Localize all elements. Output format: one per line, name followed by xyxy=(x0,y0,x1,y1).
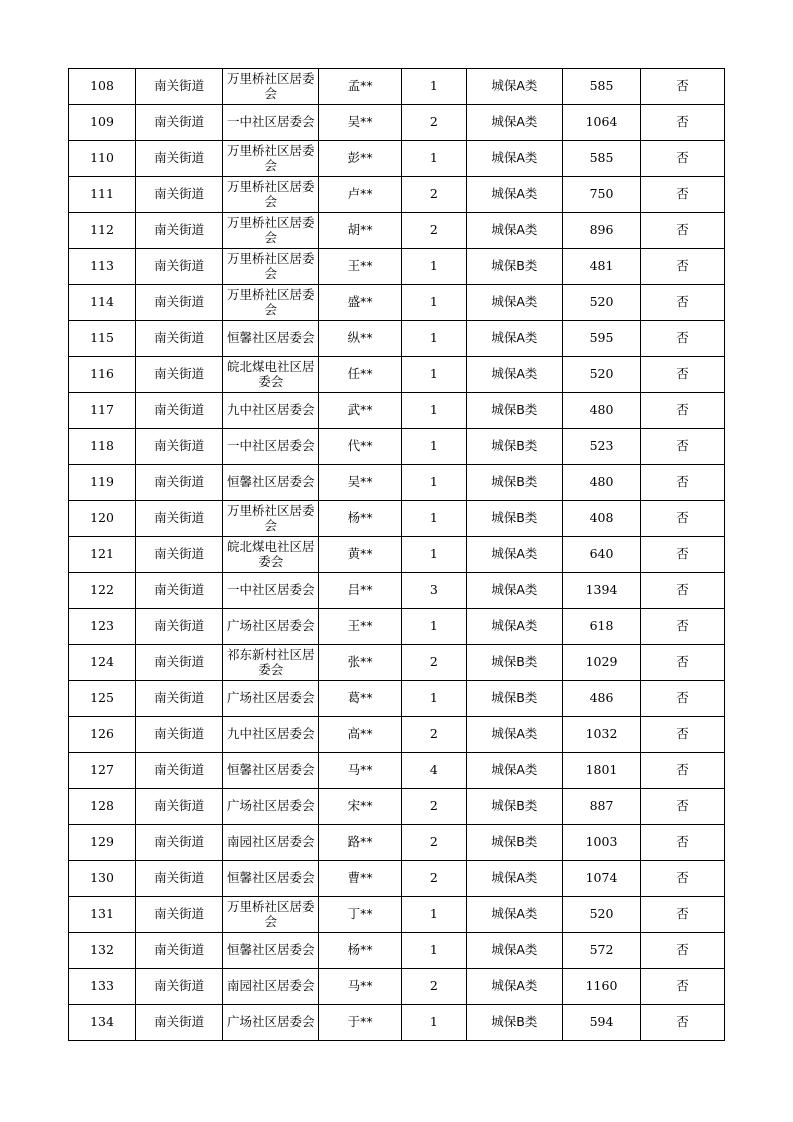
cell-street: 南关街道 xyxy=(136,357,223,393)
cell-person-count: 2 xyxy=(401,645,466,681)
cell-category: 城保A类 xyxy=(466,717,562,753)
cell-serial-number: 113 xyxy=(69,249,136,285)
cell-flag: 否 xyxy=(641,465,725,501)
cell-name: 马** xyxy=(319,753,402,789)
cell-amount: 481 xyxy=(562,249,640,285)
cell-person-count: 1 xyxy=(401,897,466,933)
cell-serial-number: 129 xyxy=(69,825,136,861)
cell-amount: 486 xyxy=(562,681,640,717)
cell-amount: 887 xyxy=(562,789,640,825)
cell-amount: 1064 xyxy=(562,105,640,141)
table-row xyxy=(69,753,725,789)
cell-community: 皖北煤电社区居委会 xyxy=(223,537,319,573)
cell-community: 恒馨社区居委会 xyxy=(223,465,319,501)
table-row xyxy=(69,285,725,321)
cell-person-count: 1 xyxy=(401,933,466,969)
cell-category: 城保B类 xyxy=(466,645,562,681)
table-row xyxy=(69,249,725,285)
cell-category: 城保B类 xyxy=(466,501,562,537)
cell-flag: 否 xyxy=(641,537,725,573)
cell-serial-number: 130 xyxy=(69,861,136,897)
cell-name: 吴** xyxy=(319,105,402,141)
cell-category: 城保A类 xyxy=(466,105,562,141)
cell-street: 南关街道 xyxy=(136,69,223,105)
cell-street: 南关街道 xyxy=(136,897,223,933)
cell-amount: 480 xyxy=(562,393,640,429)
cell-name: 卢** xyxy=(319,177,402,213)
cell-street: 南关街道 xyxy=(136,753,223,789)
cell-amount: 585 xyxy=(562,69,640,105)
cell-category: 城保A类 xyxy=(466,573,562,609)
cell-serial-number: 131 xyxy=(69,897,136,933)
cell-community: 万里桥社区居委会 xyxy=(223,141,319,177)
cell-street: 南关街道 xyxy=(136,1005,223,1041)
cell-serial-number: 114 xyxy=(69,285,136,321)
cell-category: 城保A类 xyxy=(466,177,562,213)
cell-amount: 523 xyxy=(562,429,640,465)
cell-flag: 否 xyxy=(641,861,725,897)
cell-serial-number: 133 xyxy=(69,969,136,1005)
cell-flag: 否 xyxy=(641,177,725,213)
cell-street: 南关街道 xyxy=(136,141,223,177)
cell-person-count: 1 xyxy=(401,69,466,105)
cell-flag: 否 xyxy=(641,1005,725,1041)
cell-community: 万里桥社区居委会 xyxy=(223,501,319,537)
cell-person-count: 1 xyxy=(401,141,466,177)
cell-name: 任** xyxy=(319,357,402,393)
cell-flag: 否 xyxy=(641,825,725,861)
cell-name: 胡** xyxy=(319,213,402,249)
cell-name: 王** xyxy=(319,609,402,645)
cell-person-count: 2 xyxy=(401,177,466,213)
cell-serial-number: 124 xyxy=(69,645,136,681)
cell-flag: 否 xyxy=(641,645,725,681)
cell-serial-number: 128 xyxy=(69,789,136,825)
cell-name: 于** xyxy=(319,1005,402,1041)
cell-flag: 否 xyxy=(641,933,725,969)
cell-community: 皖北煤电社区居委会 xyxy=(223,357,319,393)
cell-community: 万里桥社区居委会 xyxy=(223,69,319,105)
cell-category: 城保A类 xyxy=(466,537,562,573)
cell-category: 城保A类 xyxy=(466,969,562,1005)
table-row xyxy=(69,141,725,177)
cell-category: 城保B类 xyxy=(466,1005,562,1041)
cell-name: 纵** xyxy=(319,321,402,357)
cell-flag: 否 xyxy=(641,249,725,285)
cell-person-count: 1 xyxy=(401,285,466,321)
cell-name: 代** xyxy=(319,429,402,465)
cell-person-count: 2 xyxy=(401,717,466,753)
cell-serial-number: 110 xyxy=(69,141,136,177)
beneficiary-table xyxy=(68,68,725,1041)
table-row xyxy=(69,501,725,537)
cell-flag: 否 xyxy=(641,141,725,177)
cell-name: 丁** xyxy=(319,897,402,933)
cell-person-count: 2 xyxy=(401,213,466,249)
cell-amount: 1801 xyxy=(562,753,640,789)
cell-amount: 1074 xyxy=(562,861,640,897)
cell-category: 城保B类 xyxy=(466,465,562,501)
cell-category: 城保A类 xyxy=(466,69,562,105)
cell-community: 广场社区居委会 xyxy=(223,681,319,717)
cell-flag: 否 xyxy=(641,285,725,321)
cell-name: 宋** xyxy=(319,789,402,825)
cell-category: 城保A类 xyxy=(466,861,562,897)
cell-street: 南关街道 xyxy=(136,249,223,285)
cell-serial-number: 118 xyxy=(69,429,136,465)
cell-street: 南关街道 xyxy=(136,861,223,897)
cell-street: 南关街道 xyxy=(136,969,223,1005)
cell-flag: 否 xyxy=(641,69,725,105)
cell-person-count: 1 xyxy=(401,357,466,393)
cell-street: 南关街道 xyxy=(136,609,223,645)
cell-serial-number: 123 xyxy=(69,609,136,645)
cell-street: 南关街道 xyxy=(136,321,223,357)
table-row xyxy=(69,717,725,753)
cell-name: 彭** xyxy=(319,141,402,177)
cell-community: 九中社区居委会 xyxy=(223,393,319,429)
cell-name: 马** xyxy=(319,969,402,1005)
table-row xyxy=(69,465,725,501)
cell-serial-number: 109 xyxy=(69,105,136,141)
cell-name: 葛** xyxy=(319,681,402,717)
cell-person-count: 4 xyxy=(401,753,466,789)
cell-amount: 520 xyxy=(562,357,640,393)
table-row xyxy=(69,789,725,825)
cell-community: 恒馨社区居委会 xyxy=(223,933,319,969)
cell-serial-number: 112 xyxy=(69,213,136,249)
cell-street: 南关街道 xyxy=(136,681,223,717)
cell-serial-number: 121 xyxy=(69,537,136,573)
cell-amount: 1394 xyxy=(562,573,640,609)
cell-street: 南关街道 xyxy=(136,573,223,609)
cell-flag: 否 xyxy=(641,789,725,825)
cell-street: 南关街道 xyxy=(136,285,223,321)
cell-street: 南关街道 xyxy=(136,105,223,141)
cell-category: 城保A类 xyxy=(466,897,562,933)
cell-serial-number: 120 xyxy=(69,501,136,537)
cell-flag: 否 xyxy=(641,501,725,537)
cell-community: 万里桥社区居委会 xyxy=(223,897,319,933)
cell-flag: 否 xyxy=(641,609,725,645)
cell-person-count: 1 xyxy=(401,1005,466,1041)
cell-street: 南关街道 xyxy=(136,429,223,465)
cell-community: 恒馨社区居委会 xyxy=(223,861,319,897)
cell-community: 南园社区居委会 xyxy=(223,969,319,1005)
cell-name: 张** xyxy=(319,645,402,681)
cell-person-count: 2 xyxy=(401,969,466,1005)
cell-flag: 否 xyxy=(641,897,725,933)
cell-serial-number: 122 xyxy=(69,573,136,609)
cell-amount: 480 xyxy=(562,465,640,501)
cell-category: 城保A类 xyxy=(466,753,562,789)
cell-serial-number: 127 xyxy=(69,753,136,789)
cell-community: 一中社区居委会 xyxy=(223,105,319,141)
cell-street: 南关街道 xyxy=(136,393,223,429)
cell-category: 城保B类 xyxy=(466,429,562,465)
cell-street: 南关街道 xyxy=(136,825,223,861)
cell-community: 万里桥社区居委会 xyxy=(223,177,319,213)
cell-community: 一中社区居委会 xyxy=(223,573,319,609)
cell-street: 南关街道 xyxy=(136,213,223,249)
cell-person-count: 1 xyxy=(401,393,466,429)
cell-category: 城保A类 xyxy=(466,213,562,249)
cell-name: 杨** xyxy=(319,933,402,969)
cell-community: 广场社区居委会 xyxy=(223,609,319,645)
cell-community: 万里桥社区居委会 xyxy=(223,285,319,321)
cell-flag: 否 xyxy=(641,357,725,393)
cell-community: 广场社区居委会 xyxy=(223,1005,319,1041)
cell-serial-number: 134 xyxy=(69,1005,136,1041)
table-row xyxy=(69,933,725,969)
cell-flag: 否 xyxy=(641,429,725,465)
table-row xyxy=(69,429,725,465)
cell-person-count: 1 xyxy=(401,249,466,285)
cell-community: 一中社区居委会 xyxy=(223,429,319,465)
cell-serial-number: 119 xyxy=(69,465,136,501)
cell-name: 武** xyxy=(319,393,402,429)
cell-name: 盛** xyxy=(319,285,402,321)
table-row xyxy=(69,609,725,645)
cell-name: 路** xyxy=(319,825,402,861)
cell-flag: 否 xyxy=(641,213,725,249)
table-row xyxy=(69,969,725,1005)
cell-street: 南关街道 xyxy=(136,537,223,573)
cell-community: 恒馨社区居委会 xyxy=(223,321,319,357)
table-row xyxy=(69,825,725,861)
table-row xyxy=(69,573,725,609)
cell-amount: 1160 xyxy=(562,969,640,1005)
cell-category: 城保A类 xyxy=(466,141,562,177)
cell-person-count: 2 xyxy=(401,861,466,897)
cell-category: 城保B类 xyxy=(466,393,562,429)
cell-amount: 594 xyxy=(562,1005,640,1041)
table-row xyxy=(69,537,725,573)
cell-name: 吕** xyxy=(319,573,402,609)
cell-amount: 572 xyxy=(562,933,640,969)
cell-amount: 585 xyxy=(562,141,640,177)
cell-street: 南关街道 xyxy=(136,789,223,825)
cell-person-count: 1 xyxy=(401,537,466,573)
table-row xyxy=(69,357,725,393)
cell-category: 城保B类 xyxy=(466,789,562,825)
cell-street: 南关街道 xyxy=(136,177,223,213)
table-body xyxy=(69,69,725,1041)
table-row xyxy=(69,69,725,105)
cell-category: 城保B类 xyxy=(466,681,562,717)
table-row xyxy=(69,645,725,681)
cell-name: 黄** xyxy=(319,537,402,573)
table-row xyxy=(69,393,725,429)
cell-name: 孟** xyxy=(319,69,402,105)
cell-category: 城保A类 xyxy=(466,933,562,969)
cell-community: 祁东新村社区居委会 xyxy=(223,645,319,681)
cell-serial-number: 116 xyxy=(69,357,136,393)
cell-serial-number: 111 xyxy=(69,177,136,213)
cell-name: 高** xyxy=(319,717,402,753)
table-row xyxy=(69,321,725,357)
cell-name: 曹** xyxy=(319,861,402,897)
cell-person-count: 3 xyxy=(401,573,466,609)
cell-serial-number: 117 xyxy=(69,393,136,429)
cell-name: 王** xyxy=(319,249,402,285)
cell-serial-number: 126 xyxy=(69,717,136,753)
cell-amount: 520 xyxy=(562,897,640,933)
cell-category: 城保B类 xyxy=(466,825,562,861)
cell-flag: 否 xyxy=(641,321,725,357)
cell-amount: 750 xyxy=(562,177,640,213)
cell-serial-number: 132 xyxy=(69,933,136,969)
cell-amount: 896 xyxy=(562,213,640,249)
cell-community: 恒馨社区居委会 xyxy=(223,753,319,789)
cell-amount: 1032 xyxy=(562,717,640,753)
cell-community: 万里桥社区居委会 xyxy=(223,249,319,285)
cell-flag: 否 xyxy=(641,753,725,789)
table-row xyxy=(69,1005,725,1041)
cell-flag: 否 xyxy=(641,717,725,753)
cell-name: 吴** xyxy=(319,465,402,501)
cell-serial-number: 108 xyxy=(69,69,136,105)
cell-amount: 640 xyxy=(562,537,640,573)
cell-category: 城保A类 xyxy=(466,285,562,321)
cell-person-count: 2 xyxy=(401,105,466,141)
cell-flag: 否 xyxy=(641,969,725,1005)
cell-category: 城保A类 xyxy=(466,357,562,393)
cell-street: 南关街道 xyxy=(136,465,223,501)
cell-amount: 520 xyxy=(562,285,640,321)
table-row xyxy=(69,897,725,933)
cell-person-count: 1 xyxy=(401,501,466,537)
table-row xyxy=(69,213,725,249)
cell-person-count: 1 xyxy=(401,465,466,501)
cell-street: 南关街道 xyxy=(136,933,223,969)
cell-category: 城保B类 xyxy=(466,249,562,285)
cell-community: 万里桥社区居委会 xyxy=(223,213,319,249)
cell-category: 城保A类 xyxy=(466,321,562,357)
cell-amount: 1029 xyxy=(562,645,640,681)
cell-person-count: 2 xyxy=(401,789,466,825)
cell-name: 杨** xyxy=(319,501,402,537)
cell-flag: 否 xyxy=(641,573,725,609)
cell-amount: 595 xyxy=(562,321,640,357)
cell-amount: 618 xyxy=(562,609,640,645)
cell-person-count: 1 xyxy=(401,681,466,717)
cell-community: 南园社区居委会 xyxy=(223,825,319,861)
table-row xyxy=(69,681,725,717)
cell-serial-number: 125 xyxy=(69,681,136,717)
cell-serial-number: 115 xyxy=(69,321,136,357)
table-row xyxy=(69,861,725,897)
cell-flag: 否 xyxy=(641,105,725,141)
cell-person-count: 1 xyxy=(401,321,466,357)
cell-flag: 否 xyxy=(641,681,725,717)
cell-street: 南关街道 xyxy=(136,717,223,753)
cell-person-count: 1 xyxy=(401,609,466,645)
table-row xyxy=(69,105,725,141)
cell-person-count: 1 xyxy=(401,429,466,465)
cell-flag: 否 xyxy=(641,393,725,429)
cell-amount: 408 xyxy=(562,501,640,537)
cell-street: 南关街道 xyxy=(136,645,223,681)
cell-person-count: 2 xyxy=(401,825,466,861)
cell-community: 广场社区居委会 xyxy=(223,789,319,825)
table-row xyxy=(69,177,725,213)
cell-street: 南关街道 xyxy=(136,501,223,537)
cell-category: 城保A类 xyxy=(466,609,562,645)
cell-amount: 1003 xyxy=(562,825,640,861)
cell-community: 九中社区居委会 xyxy=(223,717,319,753)
